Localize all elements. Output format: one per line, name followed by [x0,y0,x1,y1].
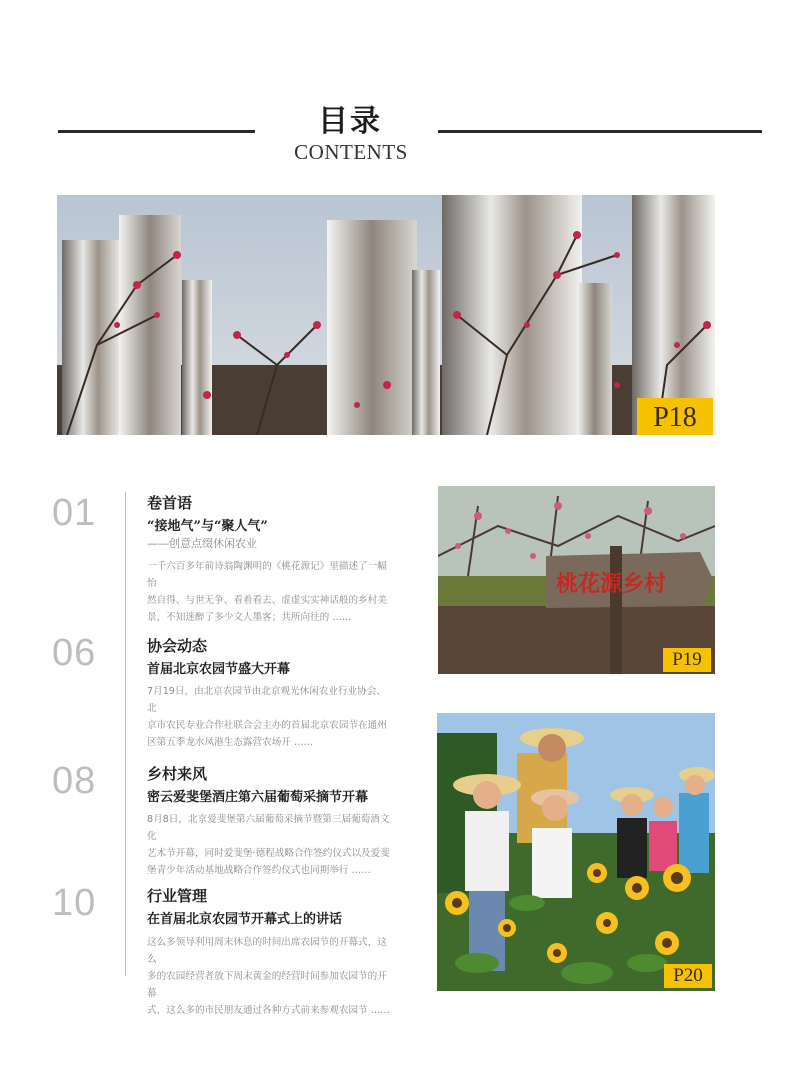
toc-body-08 [147,811,392,879]
header-rule-right [438,130,762,133]
toc-subtitle-01: “接地气”与“聚人气” [147,519,268,534]
toc-body-08-line: 堡青少年活动基地战略合作签约仪式也同期举行 …… [147,865,371,876]
page-badge-p18: P18 [637,398,713,435]
toc-body-10-line: 多的农园经营者放下周末黄金的经营时间参加农园节的开幕 [147,971,387,999]
toc-title-08[interactable]: 乡村来风 [147,765,208,783]
wooden-sign-text: 桃花源乡村 [556,572,667,597]
toc-body-06-line: 京市农民专业合作社联合会主办的首届北京农园节在通州 [147,720,387,731]
toc-body-01 [147,558,392,626]
toc-number-06: 06 [52,632,97,674]
toc-body-01-line: 然自得、与世无争、看着看去、虚虚实实神话般的乡村美 [147,595,387,606]
toc-body-06-line: 区第五季龙水凤港生态露营农场开 …… [147,737,314,748]
toc-body-10 [147,934,392,1019]
toc-number-01: 01 [52,492,97,534]
toc-body-08-line: 8月8日，北京爱斐堡第六届葡萄采摘节暨第三届葡萄酒文化 [147,814,390,842]
photo-wooden-sign [438,486,715,674]
toc-title-06[interactable]: 协会动态 [147,637,208,655]
toc-divider [125,492,126,976]
header-rule-left [58,130,255,133]
toc-body-01-line: 景，不知迷醉了多少文人墨客；共所向往的 …… [147,612,352,623]
toc-number-08: 08 [52,760,97,802]
page-title: 目录 [318,104,382,139]
toc-body-08-line: 艺术节开幕，同时爱斐堡·德程战略合作签约仪式以及爱斐 [147,848,390,859]
toc-subtitle2-01: ——创意点缀休闲农业 [147,537,257,550]
toc-body-01-line: 一千六百多年前诗翁陶渊明的《桃花源记》里描述了一幅怡 [147,561,387,589]
toc-subtitle-06: 首届北京农园节盛大开幕 [147,662,291,677]
toc-body-10-line: 这么多领导利用周末休息的时间出席农园节的开幕式，这么 [147,937,387,965]
toc-title-01[interactable]: 卷首语 [147,494,193,512]
page-title-en: CONTENTS [294,140,408,164]
page-badge-p20: P20 [664,964,712,988]
toc-body-06 [147,683,392,751]
toc-subtitle-10: 在首届北京农园节开幕式上的讲话 [147,912,343,927]
toc-body-06-line: 7月19日，由北京农园节由北京观光休闲农业行业协会、北 [147,686,386,714]
page-badge-p19: P19 [663,648,711,672]
toc-title-10[interactable]: 行业管理 [147,887,208,905]
photo-mirror-pillars [57,195,715,435]
toc-body-10-line: 式，这么多的市民朋友通过各种方式前来参观农园节 …… [147,1005,390,1016]
toc-subtitle-08: 密云爱斐堡酒庄第六届葡萄采摘节开幕 [147,790,369,805]
photo-children-sunflowers [437,713,715,991]
toc-number-10: 10 [52,882,97,924]
